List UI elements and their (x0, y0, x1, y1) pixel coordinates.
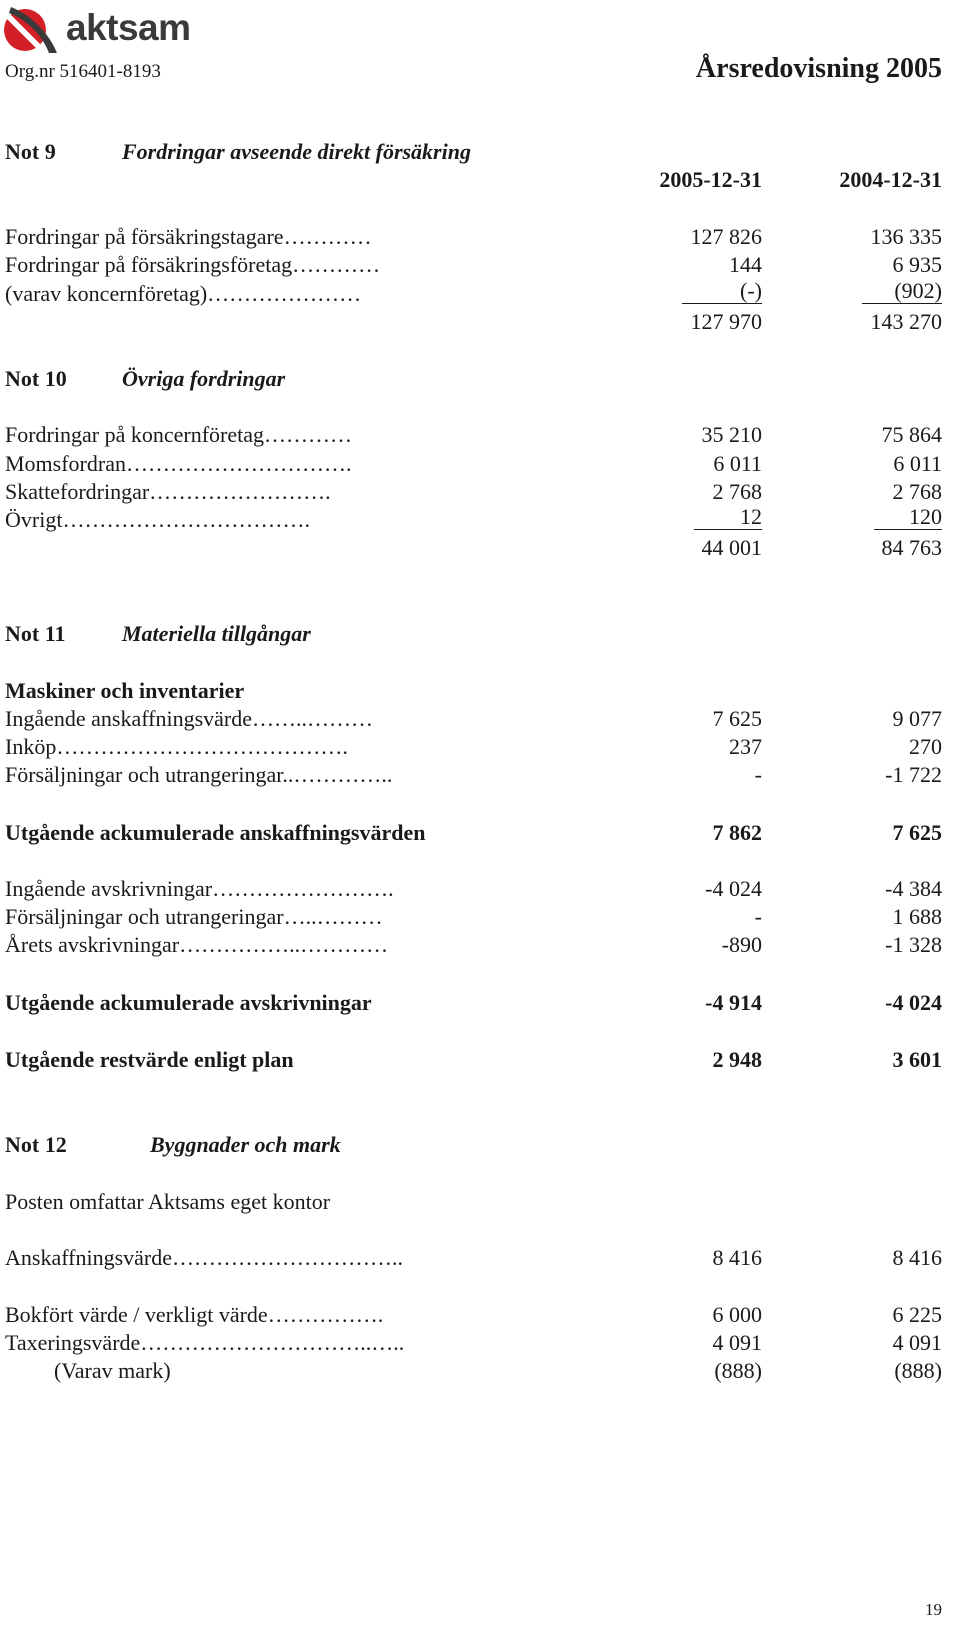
note-10-heading (0, 364, 960, 394)
row-label: Utgående restvärde enligt plan (5, 1047, 294, 1072)
value-2005: (-) (682, 279, 762, 304)
value-2005: 7 862 (712, 820, 762, 845)
total-row (0, 533, 960, 563)
table-row (0, 930, 960, 960)
total-row (0, 307, 960, 337)
row-label: Fordringar på koncernföretag………… (5, 422, 353, 447)
value-2005: -4 914 (705, 990, 762, 1015)
table-row (0, 1328, 960, 1358)
document-title: Årsredovisning 2005 (695, 53, 942, 84)
table-row (0, 449, 960, 479)
logo-swoosh-icon (3, 5, 65, 55)
value-2004: 136 335 (870, 224, 942, 249)
column-header-2005: 2005-12-31 (659, 167, 762, 192)
value-2005: 6 000 (712, 1302, 762, 1327)
note-title: Materiella tillgångar (122, 621, 311, 646)
table-row (0, 505, 960, 535)
row-label: (varav koncernföretag)………………… (5, 281, 362, 306)
value-2004: 1 688 (892, 904, 942, 929)
row-label: Momsfordran…………………………. (5, 451, 352, 476)
value-2004: -1 722 (885, 762, 942, 787)
note-9-heading (0, 137, 960, 167)
value-2004: 4 091 (892, 1330, 942, 1355)
value-2004: 8 416 (892, 1245, 942, 1270)
value-2005: -4 024 (705, 876, 762, 901)
total-2004: 143 270 (870, 309, 942, 334)
table-row (0, 420, 960, 450)
value-2004: 270 (909, 734, 942, 759)
value-2004: 9 077 (892, 706, 942, 731)
row-label: Taxeringsvärde…………………………..….. (5, 1330, 405, 1355)
row-label: Försäljningar och utrangeringar…..……… (5, 904, 383, 929)
page-number: 19 (925, 1600, 942, 1619)
value-2004: 2 768 (892, 479, 942, 504)
row-label: Inköp…………………………………. (5, 734, 348, 759)
row-label: Ingående avskrivningar……………………. (5, 876, 394, 901)
row-label: Årets avskrivningar……………..………… (5, 932, 389, 957)
total-2005: 127 970 (690, 309, 762, 334)
table-row (0, 704, 960, 734)
value-2005: 35 210 (701, 422, 762, 447)
row-label: Övrigt……………………………. (5, 507, 310, 532)
row-label: (Varav mark) (54, 1358, 171, 1383)
value-2004: -1 328 (885, 932, 942, 957)
value-2004: 6 225 (892, 1302, 942, 1327)
value-2005: (888) (714, 1358, 762, 1383)
note-number: Not 9 (5, 139, 56, 164)
value-2005: 8 416 (712, 1245, 762, 1270)
value-2005: 12 (694, 505, 762, 530)
table-row (0, 250, 960, 280)
note-11-heading (0, 619, 960, 649)
value-2005: 144 (729, 252, 762, 277)
row-label: Fordringar på försäkringstagare………… (5, 224, 372, 249)
subheading (0, 676, 960, 706)
subtotal-row (0, 818, 960, 848)
value-2004: 6 011 (893, 451, 942, 476)
value-2004: 120 (874, 505, 942, 530)
aktsam-logo (3, 5, 203, 55)
row-label: Bokfört värde / verkligt värde……………. (5, 1302, 384, 1327)
value-2005: 4 091 (712, 1330, 762, 1355)
row-label: Anskaffningsvärde………………………….. (5, 1245, 403, 1270)
row-label: Fordringar på försäkringsföretag………… (5, 252, 381, 277)
org-number: Org.nr 516401-8193 (5, 61, 161, 82)
value-2005: - (754, 762, 762, 787)
column-header-2004: 2004-12-31 (839, 167, 942, 192)
note-description (0, 1187, 960, 1217)
note-number: Not 10 (5, 366, 67, 391)
note-number: Not 11 (5, 621, 66, 646)
value-2005: 2 768 (712, 479, 762, 504)
column-headers (0, 165, 960, 195)
value-2004: -4 384 (885, 876, 942, 901)
value-2004: 3 601 (892, 1047, 942, 1072)
table-row (0, 732, 960, 762)
value-2005: 127 826 (690, 224, 762, 249)
table-row (0, 1356, 960, 1386)
value-2005: 7 625 (712, 706, 762, 731)
value-2004: -4 024 (885, 990, 942, 1015)
note-title: Byggnader och mark (150, 1132, 341, 1157)
table-row (0, 902, 960, 932)
total-2004: 84 763 (881, 535, 942, 560)
table-row (0, 477, 960, 507)
value-2005: 2 948 (712, 1047, 762, 1072)
table-row (0, 279, 960, 309)
note-number: Not 12 (5, 1132, 67, 1157)
table-row (0, 874, 960, 904)
value-2004: 7 625 (892, 820, 942, 845)
value-2005: 6 011 (713, 451, 762, 476)
value-2005: -890 (721, 932, 762, 957)
row-label: Utgående ackumulerade anskaffningsvärden (5, 820, 426, 845)
row-label: Ingående anskaffningsvärde……..……… (5, 706, 373, 731)
value-2005: - (754, 904, 762, 929)
note-title: Övriga fordringar (122, 366, 286, 391)
value-2004: (902) (862, 279, 942, 304)
table-row (0, 1300, 960, 1330)
row-label: Försäljningar och utrangeringar..………….. (5, 762, 393, 787)
subtotal-row (0, 988, 960, 1018)
description-text: Posten omfattar Aktsams eget kontor (5, 1189, 331, 1214)
row-label: Skattefordringar……………………. (5, 479, 331, 504)
table-row (0, 222, 960, 252)
logo-wordmark: aktsam (66, 7, 191, 48)
value-2004: 6 935 (892, 252, 942, 277)
subheading-label: Maskiner och inventarier (5, 678, 245, 703)
table-row (0, 760, 960, 790)
note-12-heading (0, 1130, 960, 1160)
value-2005: 237 (729, 734, 762, 759)
row-label: Utgående ackumulerade avskrivningar (5, 990, 372, 1015)
total-2005: 44 001 (701, 535, 762, 560)
note-title: Fordringar avseende direkt försäkring (122, 139, 471, 164)
value-2004: (888) (894, 1358, 942, 1383)
total-row (0, 1045, 960, 1075)
value-2004: 75 864 (881, 422, 942, 447)
table-row (0, 1243, 960, 1273)
